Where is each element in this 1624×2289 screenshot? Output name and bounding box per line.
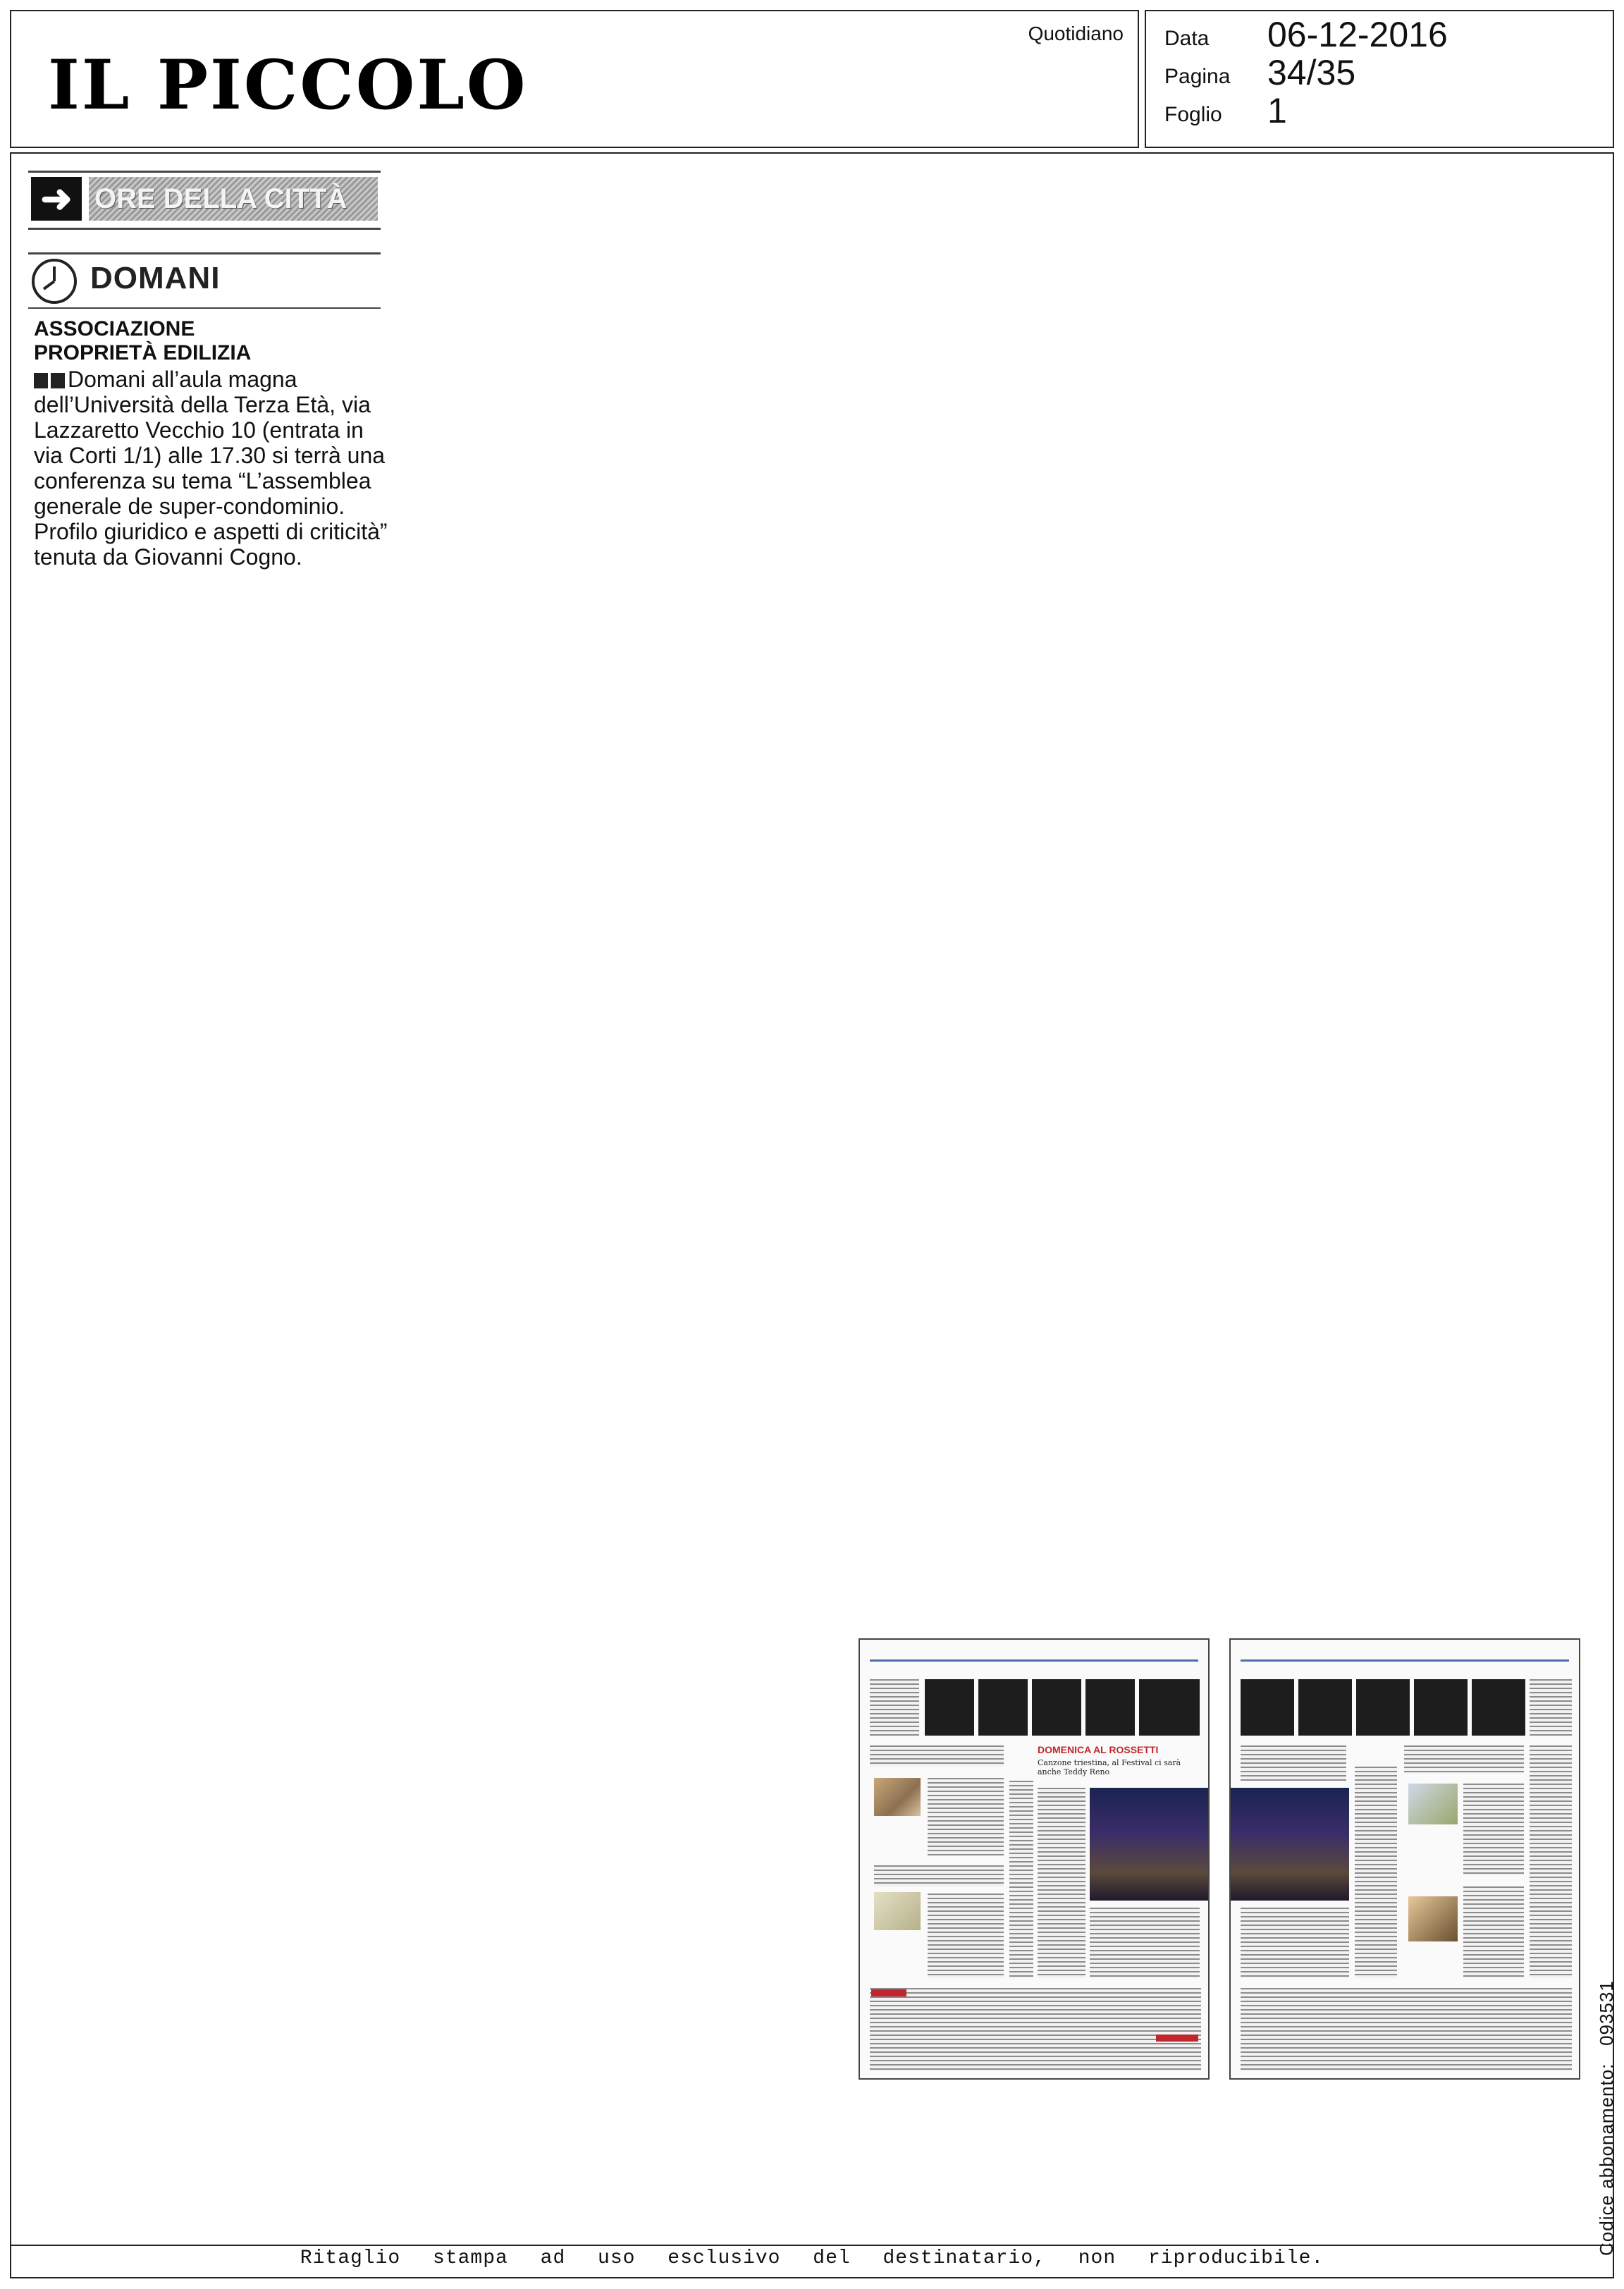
thumb-dark-box — [925, 1679, 974, 1736]
headline-line: ASSOCIAZIONE — [34, 317, 195, 340]
thumb-dark-box — [978, 1679, 1028, 1736]
footer-divider — [10, 2245, 1614, 2246]
thumb-text-block — [1355, 1767, 1397, 1978]
thumb-dark-box — [1241, 1679, 1294, 1736]
thumb-text-block — [928, 1778, 1004, 1855]
thumb-red-label — [871, 1989, 906, 1996]
thumb-dark-box — [1298, 1679, 1352, 1736]
thumb-dark-box — [1032, 1679, 1081, 1736]
thumb-text-block — [1241, 1908, 1349, 1978]
thumb-photo — [1231, 1788, 1349, 1901]
thumb-text-block — [870, 1745, 1004, 1767]
section-title: ORE DELLA CITTÀ — [89, 177, 378, 221]
thumb-text-block — [928, 1894, 1004, 1978]
sheet-value: 1 — [1267, 91, 1287, 130]
thumb-image — [874, 1778, 921, 1816]
masthead-title: IL PICCOLO — [48, 45, 528, 125]
date-label: Data — [1164, 27, 1210, 50]
header-meta-box — [1145, 10, 1614, 148]
thumb-image — [1408, 1896, 1458, 1941]
thumb-text-block — [1009, 1781, 1033, 1978]
footer-notice: Ritaglio stampa ad uso esclusivo del destinatario, non riproducibile. — [300, 2247, 1324, 2269]
subsection-title: DOMANI — [90, 261, 221, 295]
thumb-photo — [1090, 1788, 1208, 1901]
header-masthead-box — [10, 10, 1139, 148]
thumb-text-block — [1463, 1784, 1524, 1875]
thumb-text-block — [1404, 1745, 1524, 1774]
thumb-dark-box — [1356, 1679, 1410, 1736]
thumb-image — [874, 1892, 921, 1930]
section-band — [28, 171, 381, 230]
bullet-mark-icon — [51, 373, 65, 388]
headline-line: PROPRIETÀ EDILIZIA — [34, 341, 252, 364]
thumb-feature-headline: Canzone triestina, al Festival ci sarà anche Teddy Reno — [1038, 1758, 1181, 1776]
thumb-text-block — [874, 1865, 1004, 1886]
clock-icon — [30, 257, 79, 306]
thumb-dark-box — [1472, 1679, 1525, 1736]
thumb-red-label — [1156, 2035, 1198, 2042]
thumb-dark-box — [1139, 1679, 1200, 1736]
date-value: 06-12-2016 — [1267, 15, 1448, 54]
thumb-header-rule — [1241, 1654, 1569, 1662]
article-body — [34, 367, 390, 570]
divider — [28, 252, 381, 254]
thumb-text-block — [1241, 1745, 1346, 1781]
article-text: Domani all’aula magna dell’Università della Terza Età, via Lazzaretto Vecchio 10 (entrata in via Corti 1/1) alle 17.30 si terrà una conferenza su tema “L’assemblea generale de super-condominio. Profilo giuridico e aspetti di criticità” tenuta da Giovanni Cogno. — [34, 367, 388, 570]
page-value: 34/35 — [1267, 53, 1356, 92]
page-label: Pagina — [1164, 65, 1231, 88]
thumb-header-rule — [870, 1654, 1198, 1662]
thumb-image — [1408, 1784, 1458, 1824]
thumb-text-block — [870, 1988, 1201, 2071]
thumb-dark-box — [1085, 1679, 1135, 1736]
publication-type: Quotidiano — [1028, 23, 1124, 44]
thumb-text-block — [1530, 1745, 1572, 1978]
thumb-feature-title: DOMENICA AL ROSSETTI — [1038, 1744, 1159, 1755]
sheet-label: Foglio — [1164, 103, 1222, 126]
bullet-mark-icon — [34, 373, 48, 388]
page-thumbnail-left — [859, 1638, 1210, 2080]
thumb-text-block — [1090, 1908, 1200, 1978]
thumb-dark-box — [1414, 1679, 1468, 1736]
arrow-right-icon: ➜ — [31, 177, 82, 221]
thumb-text-block — [1038, 1788, 1085, 1978]
thumb-text-block — [1530, 1679, 1572, 1736]
subscription-code: Codice abbonamento: 093531 — [1596, 1980, 1617, 2256]
thumb-text-block — [1463, 1886, 1524, 1978]
thumb-text-block — [1241, 1988, 1572, 2071]
divider — [28, 307, 381, 309]
page-thumbnail-right — [1229, 1638, 1580, 2080]
thumb-text-block — [870, 1679, 919, 1736]
article-headline — [34, 317, 386, 365]
clipping-content — [10, 152, 1614, 2278]
